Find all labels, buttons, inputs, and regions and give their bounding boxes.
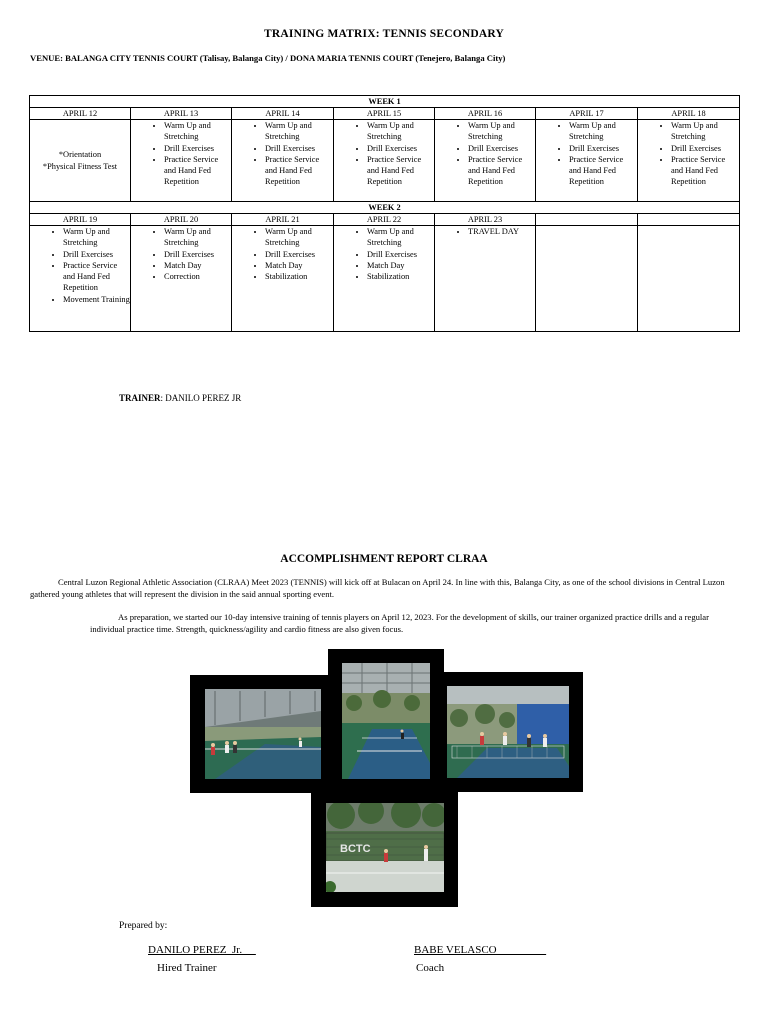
date-cell: APRIL 13 [131, 108, 232, 120]
activity-item: • Practice Service and Hand Fed Repetition [164, 154, 231, 188]
date-cell: APRIL 12 [30, 108, 131, 120]
activity-cell-apr21 [232, 226, 334, 332]
activity-item: • Drill Exercises [367, 143, 434, 154]
activity-item: • Warm Up and Stretching [265, 226, 333, 249]
trainer-name: : DANILO PEREZ JR [160, 393, 242, 403]
activity-item: • Drill Exercises [164, 249, 231, 260]
week2-header: WEEK 2 [30, 202, 740, 214]
date-cell: APRIL 14 [232, 108, 334, 120]
empty-cell [638, 226, 740, 332]
court-scene-image [205, 689, 321, 779]
activity-item: • Drill Exercises [468, 143, 535, 154]
activity-cell-apr15 [334, 120, 435, 202]
activity-item: • Drill Exercises [671, 143, 739, 154]
date-cell: APRIL 16 [435, 108, 536, 120]
venue-label: VENUE [30, 53, 61, 63]
court-photo-center [328, 649, 444, 794]
activity-item: • Warm Up and Stretching [569, 120, 637, 143]
report-paragraph-2: As preparation, we started our 10-day intensive training of tennis players on April 12, 2023. For the development of skills, our trainer organized practice drills and a regular individual practice time. Strength, quickness/agility and cardio fitness are also given focus. [90, 612, 709, 634]
activity-cell-apr18 [638, 120, 740, 202]
date-cell: APRIL 23 [435, 214, 536, 226]
week1-header: WEEK 1 [30, 96, 740, 108]
activity-item: • Warm Up and Stretching [367, 226, 434, 249]
activity-item: • Warm Up and Stretching [63, 226, 130, 249]
date-cell: APRIL 22 [334, 214, 435, 226]
activity-cell-apr14 [232, 120, 334, 202]
activity-item: • Match Day [265, 260, 333, 271]
activity-item: • Drill Exercises [569, 143, 637, 154]
court-photo-left [190, 675, 335, 793]
court-photo-bottom [311, 790, 458, 907]
empty-cell [536, 226, 638, 332]
date-cell: APRIL 15 [334, 108, 435, 120]
activity-item: • Warm Up and Stretching [367, 120, 434, 143]
training-matrix-table [29, 95, 740, 332]
activity-item: • Practice Service and Hand Fed Repetition [367, 154, 434, 188]
activity-item: • Practice Service and Hand Fed Repetition [468, 154, 535, 188]
activity-cell-apr17 [536, 120, 638, 202]
activity-text: *Orientation [58, 150, 102, 160]
venue-line [30, 53, 505, 63]
date-cell: APRIL 18 [638, 108, 740, 120]
activity-item: • Warm Up and Stretching [265, 120, 333, 143]
document-title: TRAINING MATRIX: TENNIS SECONDARY [264, 28, 504, 40]
activity-item: • Practice Service and Hand Fed Repetition [265, 154, 333, 188]
signatory-name-coach: BABE VELASCO [414, 944, 547, 956]
activity-cell-apr20 [131, 226, 232, 332]
activity-item: • Movement Training [63, 294, 130, 305]
activity-cell-apr16 [435, 120, 536, 202]
activity-item: • TRAVEL DAY [468, 226, 535, 237]
activity-item: • Warm Up and Stretching [468, 120, 535, 143]
activity-item: • Drill Exercises [265, 249, 333, 260]
activity-item: • Drill Exercises [265, 143, 333, 154]
activity-cell-apr12 [30, 120, 131, 202]
activity-item: • Stabilization [265, 271, 333, 282]
trainer-label: TRAINER [119, 393, 161, 403]
signatory-role-trainer: Hired Trainer [157, 962, 217, 974]
date-cell: APRIL 17 [536, 108, 638, 120]
bctc-sign-text: BCTC [340, 843, 371, 855]
activity-item: • Warm Up and Stretching [164, 120, 231, 143]
date-cell: APRIL 20 [131, 214, 232, 226]
prepared-by-label: Prepared by: [119, 921, 168, 931]
signatory-name-trainer: DANILO PEREZ Jr. [148, 944, 256, 956]
report-title: ACCOMPLISHMENT REPORT CLRAA [280, 553, 488, 565]
activity-item: • Match Day [367, 260, 434, 271]
activity-item: • Practice Service and Hand Fed Repetition [569, 154, 637, 188]
court-scene-image [447, 686, 569, 778]
report-paragraph-1: Central Luzon Regional Athletic Association (CLRAA) Meet 2023 (TENNIS) will kick off at Bulacan on April 24. In line with this, Balanga City, as one of the school divisions in Central Luzon gathered young athletes that will represent the division in the said annual sporting event. [30, 577, 725, 599]
activity-item: • Practice Service and Hand Fed Repetition [671, 154, 739, 188]
court-photo-right [444, 672, 583, 792]
activity-item: • Practice Service and Hand Fed Repetition [63, 260, 130, 294]
venue-text: : BALANGA CITY TENNIS COURT (Talisay, Balanga City) / DONA MARIA TENNIS COURT (Tenejero, Balanga City) [60, 53, 506, 63]
signatory-role-coach: Coach [416, 962, 445, 974]
date-cell: APRIL 19 [30, 214, 131, 226]
court-scene-image [342, 663, 430, 779]
date-cell [638, 214, 740, 226]
activity-cell-apr22 [334, 226, 435, 332]
activity-item: • Stabilization [367, 271, 434, 282]
activity-item: • Match Day [164, 260, 231, 271]
activity-item: • Correction [164, 271, 231, 282]
activity-cell-apr23 [435, 226, 536, 332]
activity-item: • Warm Up and Stretching [164, 226, 231, 249]
activity-text: *Physical Fitness Test [42, 161, 118, 171]
trainer-line [119, 393, 241, 403]
activity-item: • Drill Exercises [367, 249, 434, 260]
court-scene-image [326, 803, 444, 892]
activity-item: • Drill Exercises [164, 143, 231, 154]
activity-cell-apr19 [30, 226, 131, 332]
activity-item: • Drill Exercises [63, 249, 130, 260]
date-cell [536, 214, 638, 226]
date-cell: APRIL 21 [232, 214, 334, 226]
activity-cell-apr13 [131, 120, 232, 202]
activity-item: • Warm Up and Stretching [671, 120, 739, 143]
